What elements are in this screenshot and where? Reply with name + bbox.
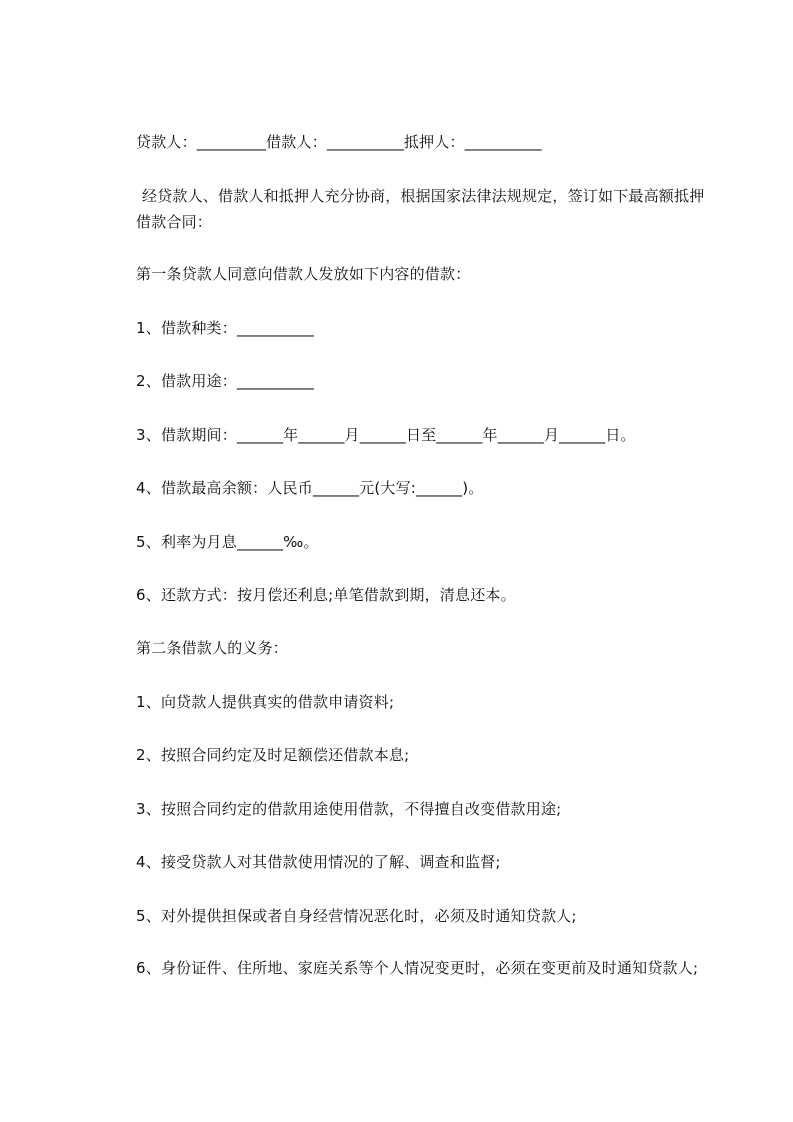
article-1-heading: 第一条贷款人同意向借款人发放如下内容的借款： — [136, 265, 471, 283]
article-1-item-6: 6、还款方式：按月偿还利息;单笔借款到期，清息还本。 — [136, 586, 516, 604]
article-2-item-3: 3、按照合同约定的借款用途使用借款，不得擅自改变借款用途; — [136, 800, 562, 818]
article-2-heading: 第二条借款人的义务： — [136, 639, 289, 657]
article-1-item-1: 1、借款种类：__________ — [136, 319, 314, 337]
article-1-item-5: 5、利率为月息______‰。 — [136, 533, 319, 551]
preamble-paragraph: 经贷款人、借款人和抵押人充分协商，根据国家法律法规规定，签订如下最高额抵押借款合同： — [136, 187, 705, 231]
article-2-item-1: 1、向贷款人提供真实的借款申请资料; — [136, 693, 395, 711]
article-2-item-4: 4、接受贷款人对其借款使用情况的了解、调查和监督; — [136, 853, 501, 871]
article-2-item-6: 6、身份证件、住所地、家庭关系等个人情况变更时，必须在变更前及时通知贷款人; — [136, 959, 699, 977]
article-1-item-2: 2、借款用途：__________ — [136, 372, 314, 390]
article-1-item-3: 3、借款期间：______年______月______日至______年______月______日。 — [136, 426, 636, 444]
article-2-item-2: 2、按照合同约定及时足额偿还借款本息; — [136, 746, 410, 764]
article-2-item-5: 5、对外提供担保或者自身经营情况恶化时，必须及时通知贷款人; — [136, 907, 577, 925]
parties-line: 贷款人：_________借款人：__________抵押人：__________ — [136, 133, 542, 151]
article-1-item-4: 4、借款最高余额：人民币______元(大写:______)。 — [136, 479, 484, 497]
